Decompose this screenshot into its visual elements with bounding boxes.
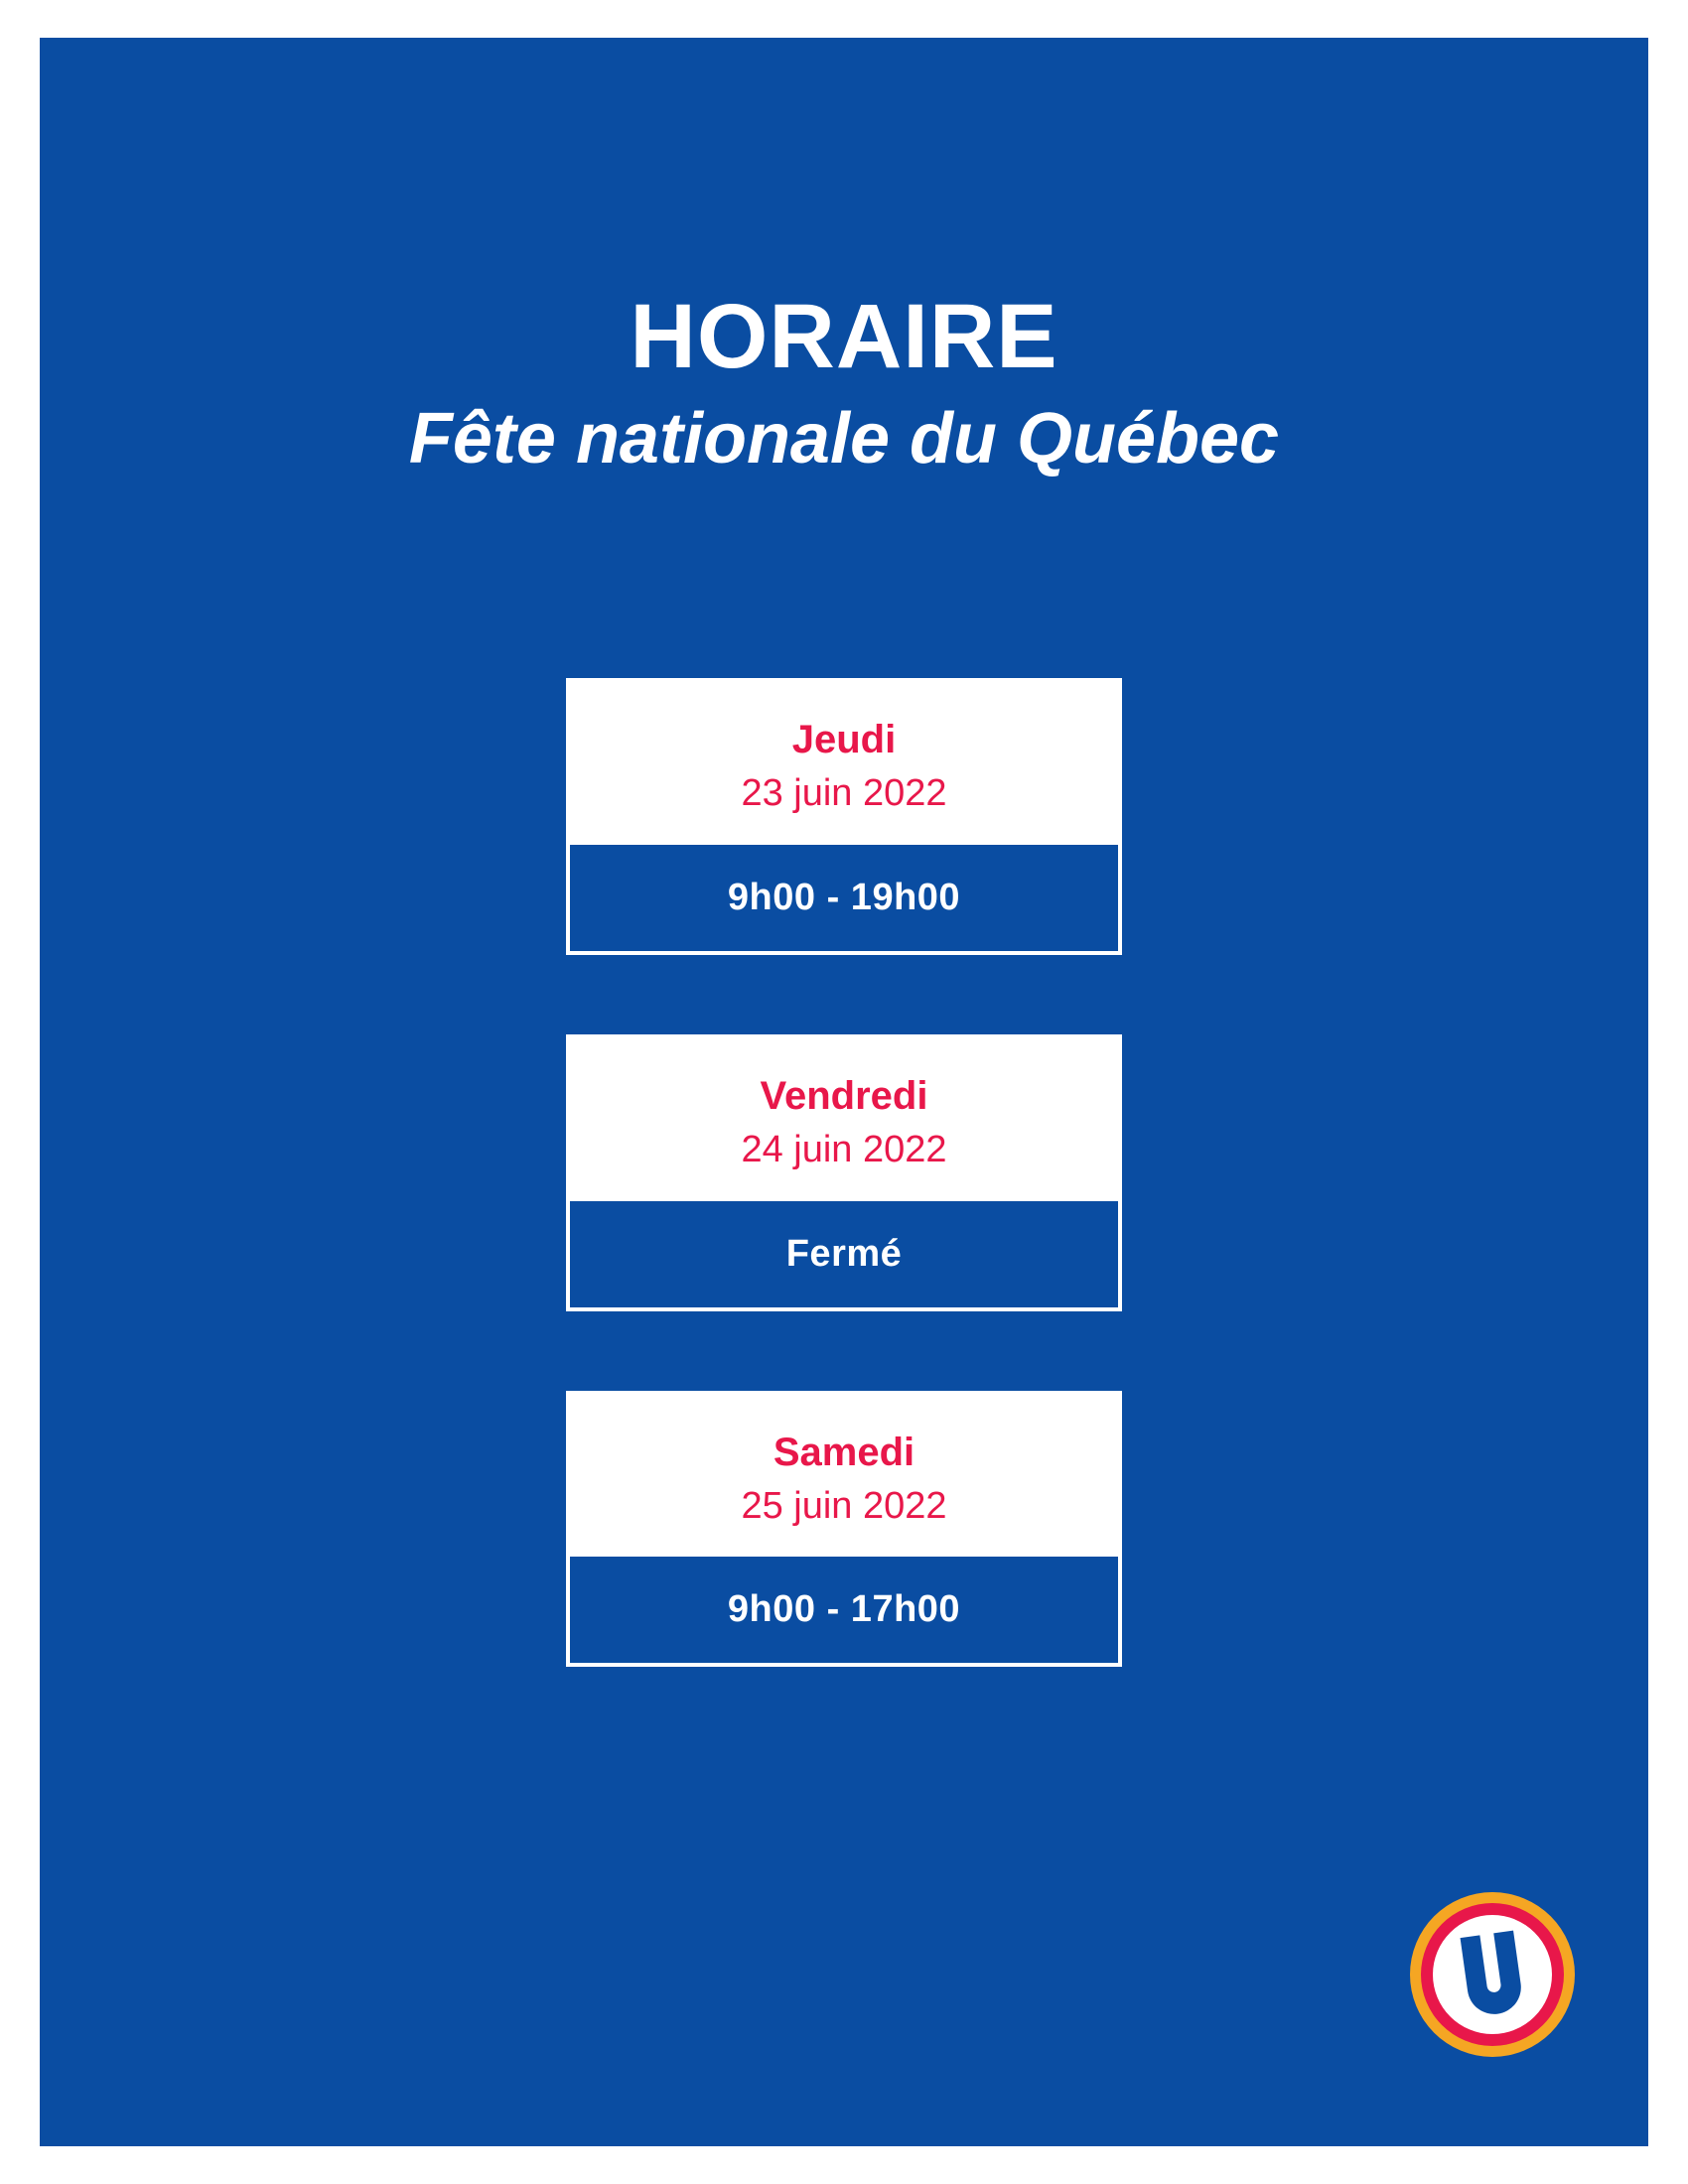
u-logo (1408, 1890, 1577, 2059)
schedule-hours: 9h00 - 19h00 (727, 876, 961, 918)
schedule-card-hours-band (570, 845, 1118, 951)
schedule-day: Jeudi (791, 718, 897, 761)
schedule-card-header (570, 1395, 1118, 1558)
poster (40, 38, 1648, 2146)
schedule-date: 24 juin 2022 (741, 1128, 947, 1170)
schedule-card (566, 1391, 1122, 1668)
schedule-card-hours-band (570, 1201, 1118, 1307)
schedule-hours: 9h00 - 17h00 (727, 1588, 961, 1631)
schedule-list (40, 678, 1648, 1746)
schedule-card-header (570, 1038, 1118, 1201)
schedule-hours: Fermé (785, 1232, 903, 1275)
schedule-card (566, 678, 1122, 955)
page-subtitle: Fête nationale du Québec (408, 399, 1280, 478)
schedule-date: 25 juin 2022 (741, 1484, 947, 1527)
schedule-day: Vendredi (760, 1073, 928, 1118)
schedule-date: 23 juin 2022 (741, 772, 947, 814)
schedule-card (566, 1034, 1122, 1311)
poster-header (40, 286, 1648, 478)
schedule-day: Samedi (773, 1430, 915, 1474)
schedule-card-header (570, 682, 1118, 845)
schedule-card-hours-band (570, 1557, 1118, 1663)
page-title: HORAIRE (630, 286, 1058, 387)
